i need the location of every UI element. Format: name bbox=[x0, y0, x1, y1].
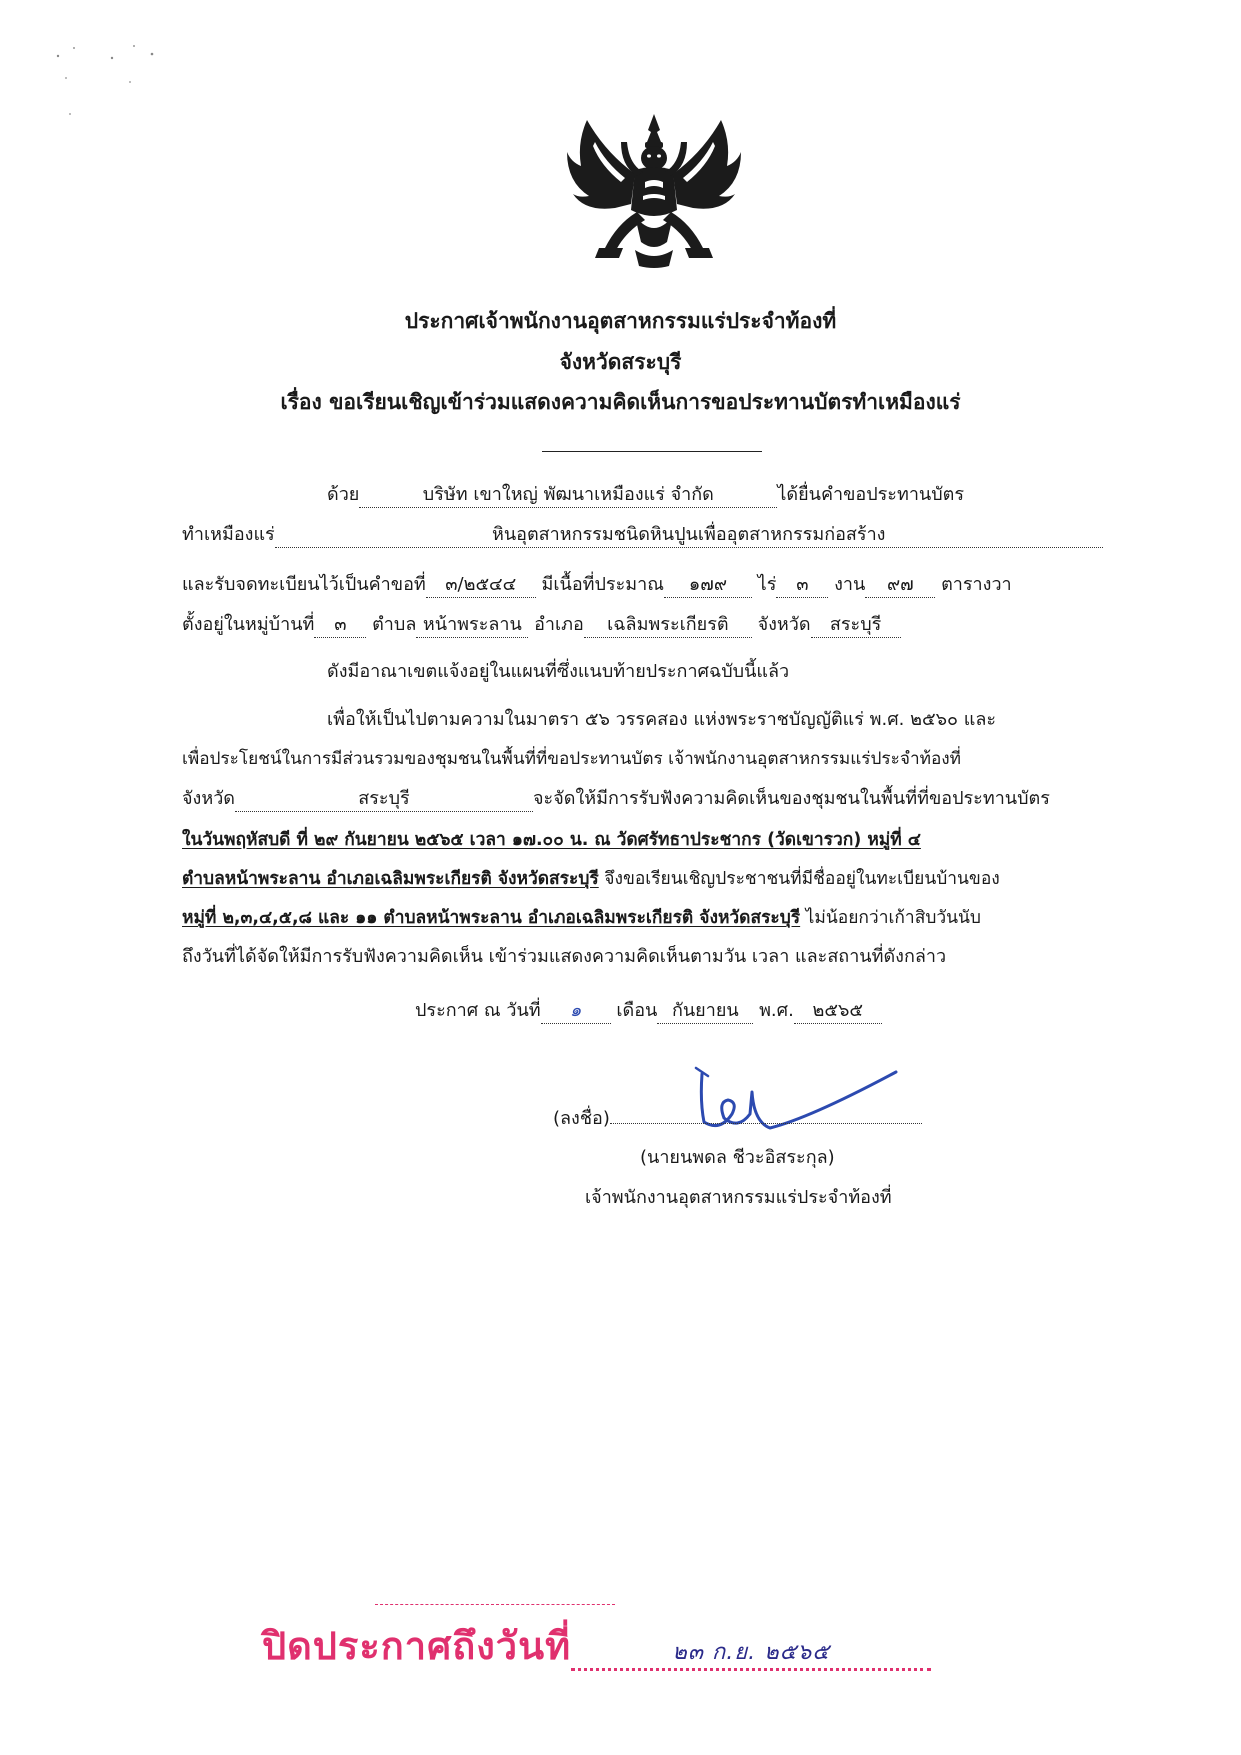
province-field-2: สระบุรี bbox=[235, 787, 533, 812]
body-line-12: ถึงวันที่ได้จัดให้มีการรับฟังความคิดเห็น เข้าร่วมแสดงความคิดเห็นตามวัน เวลา และสถานที่ดังกล่าว bbox=[182, 946, 947, 967]
stamp-date-field: ๒๓ ก.ย. ๒๕๖๕ bbox=[571, 1638, 931, 1671]
announcement-province: จังหวัดสระบุรี bbox=[559, 350, 682, 374]
amphoe-field: เฉลิมพระเกียรติ bbox=[584, 613, 752, 638]
text-segment: ตั้งอยู่ในหมู่บ้านที่ bbox=[182, 614, 315, 635]
body-line-5: ดังมีอาณาเขตแจ้งอยู่ในแผนที่ซึ่งแนบท้ายประกาศฉบับนี้แล้ว bbox=[327, 661, 790, 682]
hearing-location: ตำบลหน้าพระลาน อำเภอเฉลิมพระเกียรติ จังหวัดสระบุรี bbox=[182, 869, 599, 889]
text-segment: จึงขอเรียนเชิญประชาชนที่มีชื่ออยู่ในทะเบียนบ้านของ bbox=[598, 869, 1000, 889]
text-segment: ไม่น้อยกว่าเก้าสิบวันนับ bbox=[800, 908, 981, 928]
hearing-date-line: ในวันพฤหัสบดี ที่ ๒๙ กันยายน ๒๕๖๕ เวลา ๑๗.๐๐ น. ณ วัดศรัทธาประชากร (วัดเขารวก) หมู่ที่ ๔ bbox=[182, 830, 921, 850]
announce-date-line bbox=[415, 998, 882, 1024]
rai-field: ๑๗๙ bbox=[664, 573, 752, 598]
announce-year-field: ๒๕๖๕ bbox=[794, 999, 882, 1024]
announce-day-field: ๑ bbox=[541, 999, 611, 1024]
body-line-7: เพื่อประโยชน์ในการมีส่วนรวมของชุมชนในพื้นที่ที่ขอประทานบัตร เจ้าพนักงานอุตสาหกรรมแร่ประจำท้องที่ bbox=[182, 749, 961, 769]
garuda-emblem-icon bbox=[565, 112, 743, 270]
text-segment: ตำบล bbox=[372, 614, 417, 635]
text-segment: มีเนื้อที่ประมาณ bbox=[541, 574, 664, 595]
announcement-subject: เรื่อง ขอเรียนเชิญเข้าร่วมแสดงความคิดเห็นการขอประทานบัตรทำเหมืองแร่ bbox=[280, 390, 961, 414]
text-segment: ด้วย bbox=[327, 484, 360, 505]
text-segment: ประกาศ ณ วันที่ bbox=[415, 1000, 541, 1021]
body-line-3 bbox=[182, 572, 1012, 598]
body-line-2 bbox=[182, 522, 1103, 548]
text-segment: (ลงชื่อ) bbox=[553, 1108, 610, 1129]
text-segment: ทำเหมืองแร่ bbox=[182, 524, 275, 545]
announce-month-field: กันยายน bbox=[657, 999, 753, 1024]
posting-stamp bbox=[262, 1622, 931, 1671]
company-field: บริษัท เขาใหญ่ พัฒนาเหมืองแร่ จำกัด bbox=[359, 483, 777, 508]
body-line-1 bbox=[327, 482, 964, 508]
province-field: สระบุรี bbox=[811, 613, 901, 638]
text-segment: ไร่ bbox=[757, 574, 777, 595]
stamp-label: ปิดประกาศถึงวันที่ bbox=[262, 1624, 572, 1668]
tambon-field: หน้าพระลาน bbox=[416, 613, 528, 638]
stamp-border-line bbox=[375, 1604, 615, 1605]
text-segment: จะจัดให้มีการรับฟังความคิดเห็นของชุมชนในพื้นที่ที่ขอประทานบัตร bbox=[533, 788, 1050, 809]
announcement-title: ประกาศเจ้าพนักงานอุตสาหกรรมแร่ประจำท้องที่ bbox=[404, 309, 837, 333]
title-divider bbox=[542, 451, 762, 452]
request-number-field: ๓/๒๕๔๔ bbox=[426, 573, 536, 598]
mineral-field: หินอุตสาหกรรมชนิดหินปูนเพื่ออุตสาหกรรมก่อสร้าง bbox=[275, 523, 1103, 548]
village-number-field: ๓ bbox=[314, 613, 366, 638]
text-segment: ตารางวา bbox=[941, 574, 1012, 595]
wa-field: ๙๗ bbox=[865, 573, 935, 598]
text-segment: อำเภอ bbox=[534, 614, 584, 635]
signer-position: เจ้าพนักงานอุตสาหกรรมแร่ประจำท้องที่ bbox=[585, 1187, 892, 1208]
signature-field bbox=[610, 1123, 922, 1124]
body-line-6: เพื่อให้เป็นไปตามความในมาตรา ๕๖ วรรคสอง แห่งพระราชบัญญัติแร่ พ.ศ. ๒๕๖๐ และ bbox=[327, 709, 997, 730]
text-segment: เดือน bbox=[616, 1000, 658, 1021]
text-segment: จังหวัด bbox=[182, 788, 235, 809]
body-line-10 bbox=[182, 866, 1000, 892]
signer-name: (นายนพดล ชีวะอิสระกุล) bbox=[640, 1147, 835, 1168]
invited-villages: หมู่ที่ ๒,๓,๔,๕,๘ และ ๑๑ ตำบลหน้าพระลาน อำเภอเฉลิมพระเกียรติ จังหวัดสระบุรี bbox=[182, 908, 801, 928]
scan-specks bbox=[52, 40, 162, 120]
text-segment: และรับจดทะเบียนไว้เป็นคำขอที่ bbox=[182, 574, 426, 595]
text-segment: งาน bbox=[834, 574, 866, 595]
text-segment: พ.ศ. bbox=[759, 1000, 794, 1021]
ngan-field: ๓ bbox=[776, 573, 828, 598]
text-segment: จังหวัด bbox=[757, 614, 811, 635]
text-segment: ได้ยื่นคำขอประทานบัตร bbox=[777, 484, 965, 505]
body-line-4 bbox=[182, 612, 901, 638]
signature-line bbox=[553, 1106, 922, 1132]
body-line-8 bbox=[182, 786, 1050, 812]
body-line-11 bbox=[182, 905, 981, 931]
